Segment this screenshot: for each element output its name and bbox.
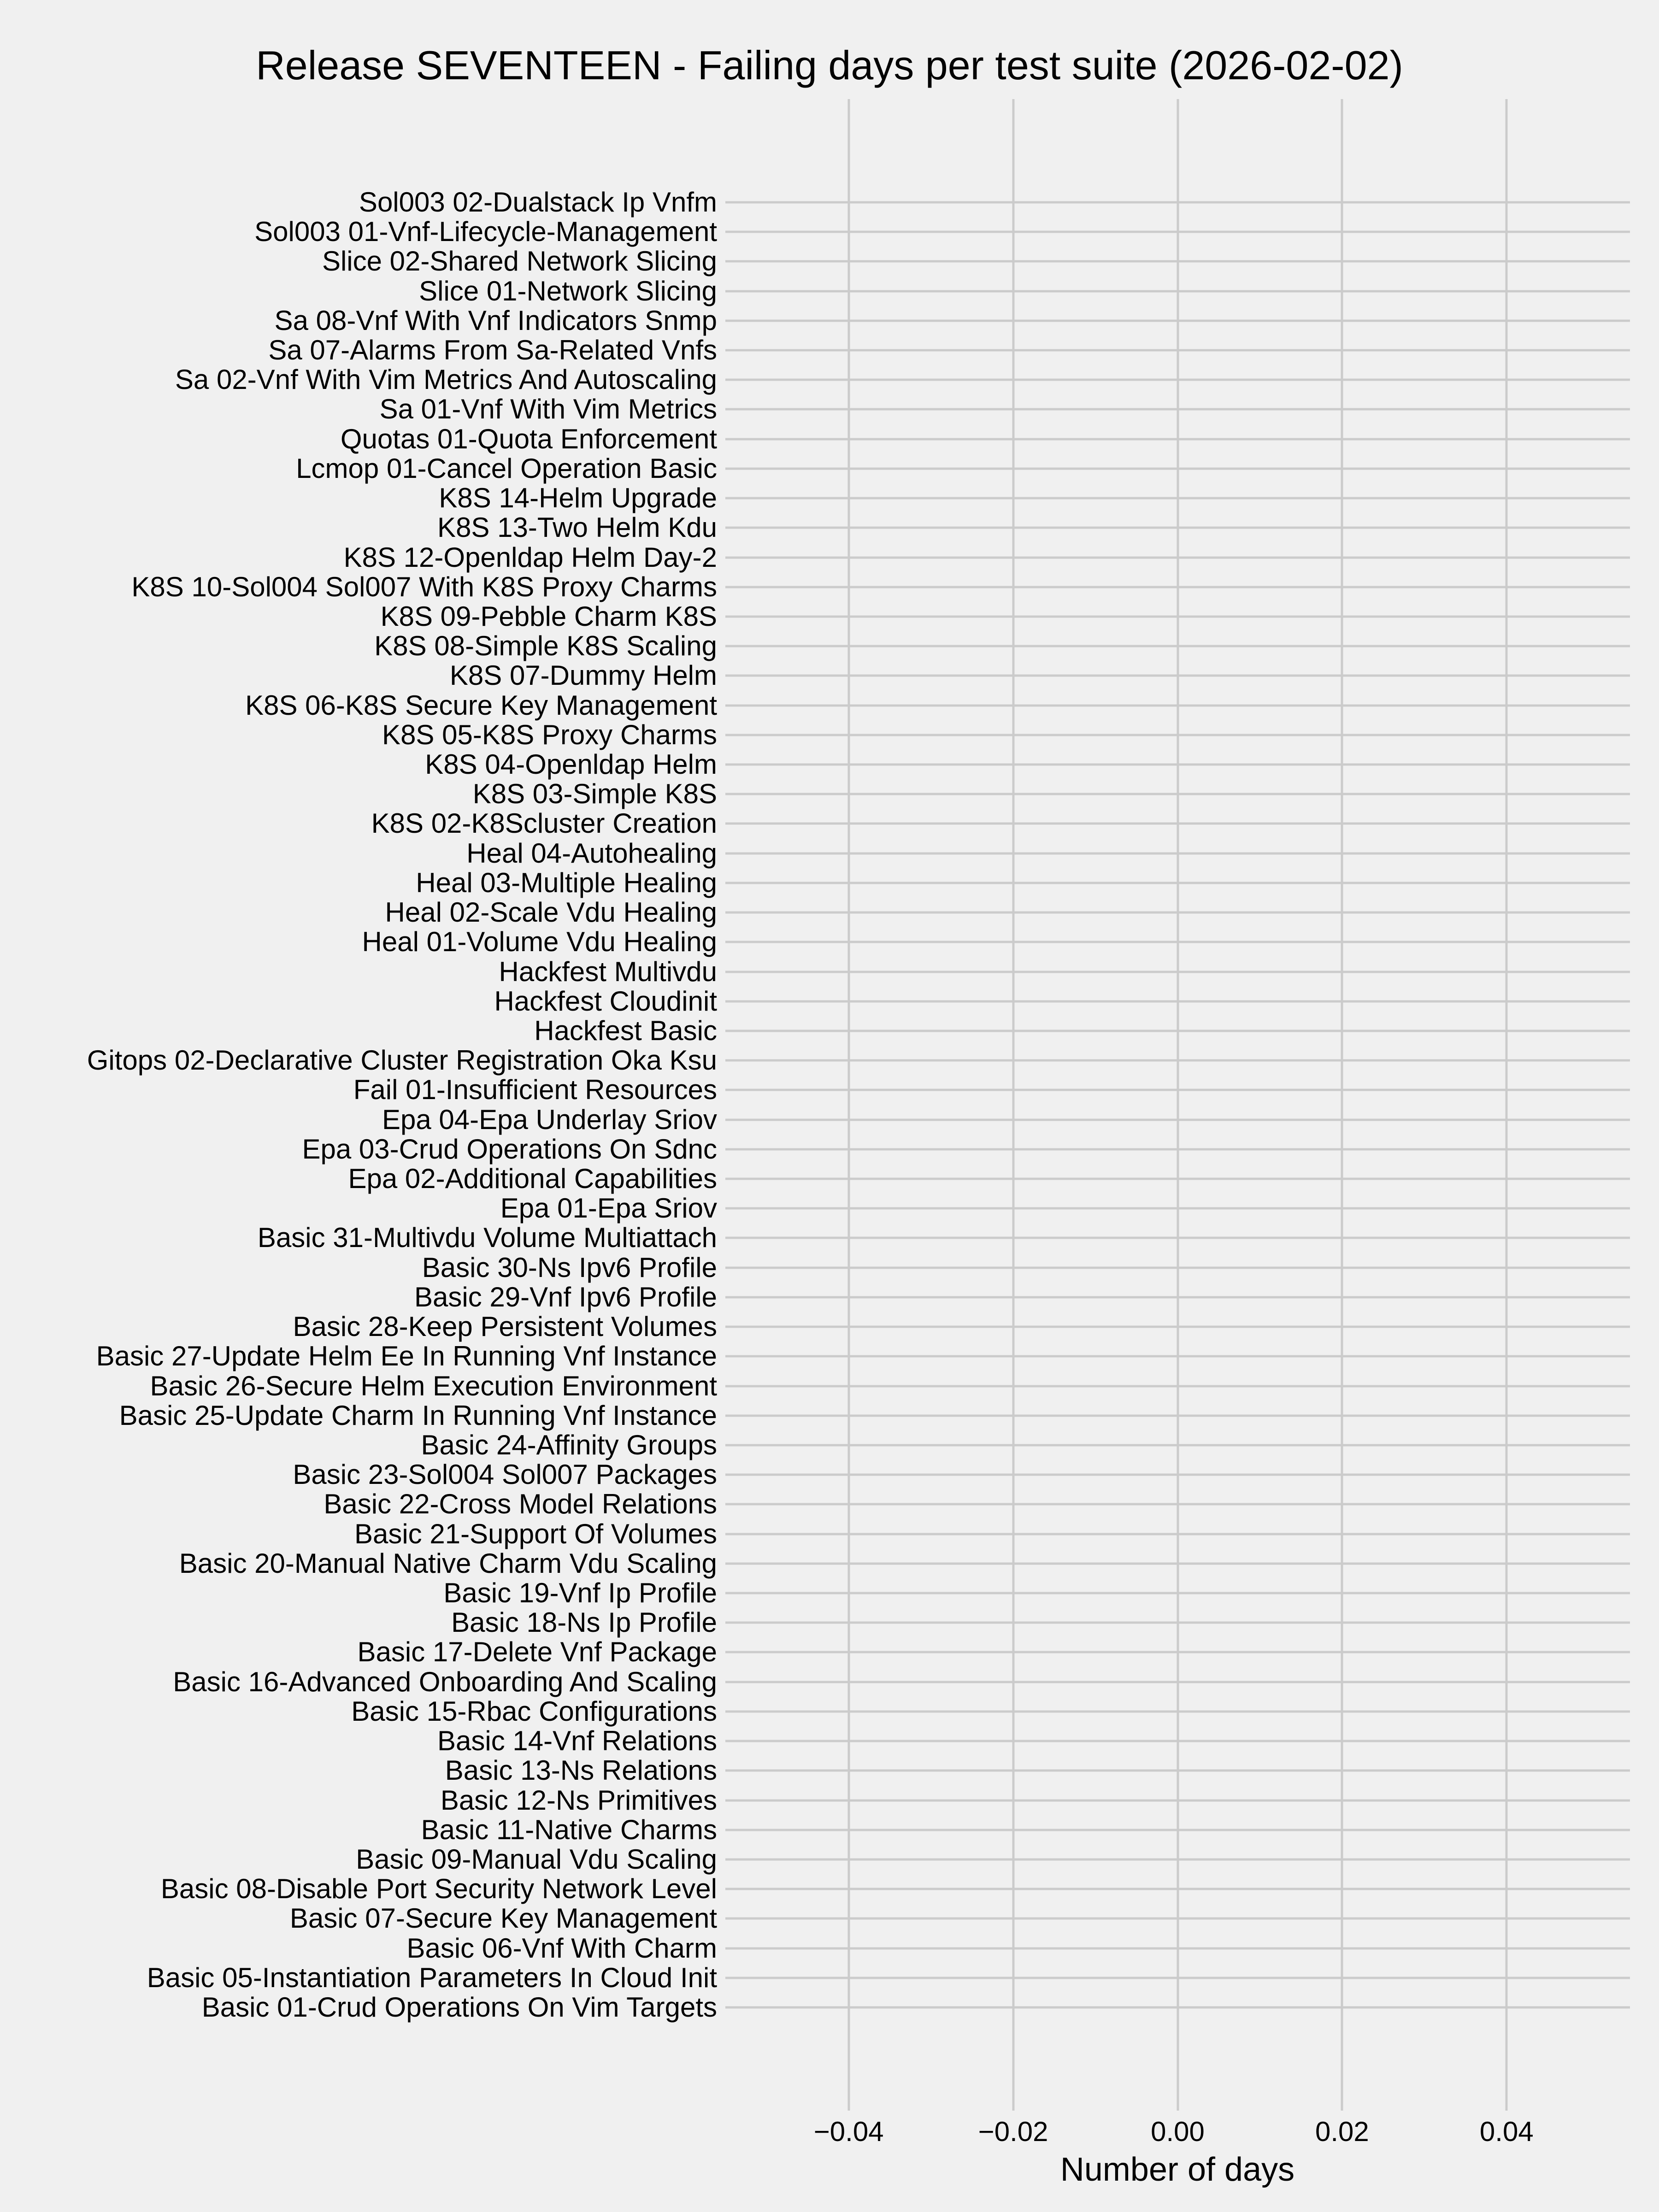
y-gridline: [725, 1858, 1630, 1860]
y-category-label: Basic 19-Vnf Ip Profile: [443, 1577, 717, 1609]
y-gridline: [725, 1651, 1630, 1653]
y-category-label: Basic 14-Vnf Relations: [437, 1725, 717, 1757]
x-axis-title: Number of days: [1060, 2151, 1295, 2188]
x-gridline: [1341, 99, 1343, 2111]
x-gridline: [1012, 99, 1014, 2111]
y-category-label: Fail 01-Insufficient Resources: [353, 1074, 717, 1106]
y-gridline: [725, 290, 1630, 292]
y-gridline: [725, 1118, 1630, 1121]
y-category-label: Epa 02-Additional Capabilities: [348, 1163, 717, 1194]
y-gridline: [725, 852, 1630, 854]
y-gridline: [725, 1977, 1630, 1979]
y-category-label: K8S 03-Simple K8S: [472, 778, 717, 810]
y-gridline: [725, 1178, 1630, 1180]
y-gridline: [725, 1947, 1630, 1949]
y-gridline: [725, 912, 1630, 914]
y-gridline: [725, 793, 1630, 795]
y-category-label: Basic 13-Ns Relations: [445, 1755, 717, 1786]
y-gridline: [725, 1918, 1630, 1920]
y-category-label: Sa 01-Vnf With Vim Metrics: [379, 394, 717, 425]
y-category-label: Basic 21-Support Of Volumes: [354, 1518, 717, 1549]
x-tick-label: 0.02: [1315, 2116, 1369, 2147]
x-tick-label: −0.04: [813, 2116, 884, 2147]
y-category-label: Hackfest Multivdu: [499, 956, 717, 987]
y-gridline: [725, 1533, 1630, 1535]
y-category-label: Basic 16-Advanced Onboarding And Scaling: [173, 1666, 717, 1697]
y-gridline: [725, 556, 1630, 559]
y-gridline: [725, 201, 1630, 204]
x-gridline: [1177, 99, 1179, 2111]
y-category-label: Sol003 02-Dualstack Ip Vnfm: [359, 187, 717, 218]
y-category-label: Basic 28-Keep Persistent Volumes: [293, 1311, 717, 1342]
y-category-label: Heal 04-Autohealing: [466, 837, 717, 869]
y-category-label: Gitops 02-Declarative Cluster Registration Oka Ksu: [87, 1045, 717, 1076]
y-category-label: Basic 20-Manual Native Charm Vdu Scaling: [179, 1547, 717, 1579]
y-category-label: Basic 17-Delete Vnf Package: [357, 1636, 717, 1668]
y-gridline: [725, 1355, 1630, 1358]
y-gridline: [725, 1266, 1630, 1269]
plot-area: [725, 99, 1630, 2111]
y-gridline: [725, 497, 1630, 500]
y-gridline: [725, 1740, 1630, 1742]
y-category-label: K8S 12-Openldap Helm Day-2: [343, 541, 717, 573]
chart-title: Release SEVENTEEN - Failing days per test suite (2026-02-02): [256, 42, 1403, 88]
y-category-label: Basic 15-Rbac Configurations: [351, 1695, 717, 1727]
y-category-label: Basic 18-Ns Ip Profile: [451, 1607, 717, 1638]
x-tick-label: −0.02: [978, 2116, 1048, 2147]
y-gridline: [725, 586, 1630, 588]
y-gridline: [725, 231, 1630, 233]
y-category-label: Sa 07-Alarms From Sa-Related Vnfs: [268, 335, 717, 366]
y-category-label: Basic 24-Affinity Groups: [421, 1429, 717, 1460]
y-gridline: [725, 527, 1630, 529]
y-gridline: [725, 1474, 1630, 1476]
y-gridline: [725, 1799, 1630, 1801]
y-category-label: Basic 01-Crud Operations On Vim Targets: [201, 1992, 717, 2023]
x-axis-tick-labels: [725, 2111, 1630, 2152]
y-gridline: [725, 823, 1630, 825]
y-category-label: Quotas 01-Quota Enforcement: [340, 423, 717, 454]
y-gridline: [725, 1237, 1630, 1239]
y-category-label: Epa 03-Crud Operations On Sdnc: [302, 1133, 717, 1165]
y-gridline: [725, 438, 1630, 440]
y-gridline: [725, 1148, 1630, 1150]
y-category-label: K8S 04-Openldap Helm: [425, 749, 717, 780]
y-category-label: Slice 02-Shared Network Slicing: [322, 246, 717, 277]
y-gridline: [725, 1385, 1630, 1387]
y-category-label: Basic 23-Sol004 Sol007 Packages: [293, 1459, 717, 1490]
y-category-label: Slice 01-Network Slicing: [419, 275, 717, 306]
y-gridline: [725, 408, 1630, 411]
y-gridline: [725, 1622, 1630, 1624]
y-gridline: [725, 1562, 1630, 1565]
y-category-label: Basic 05-Instantiation Parameters In Cloud Init: [147, 1962, 717, 1993]
y-category-label: Sa 08-Vnf With Vnf Indicators Snmp: [274, 305, 717, 336]
y-gridline: [725, 1829, 1630, 1831]
y-category-label: Basic 08-Disable Port Security Network Level: [160, 1873, 717, 1905]
y-category-label: K8S 10-Sol004 Sol007 With K8S Proxy Charms: [131, 571, 717, 602]
y-category-label: Sol003 01-Vnf-Lifecycle-Management: [254, 216, 717, 247]
y-category-label: Basic 30-Ns Ipv6 Profile: [422, 1252, 717, 1283]
y-category-label: Basic 26-Secure Helm Execution Environment: [150, 1370, 717, 1401]
y-gridline: [725, 1059, 1630, 1062]
y-category-label: Hackfest Cloudinit: [494, 985, 717, 1017]
x-tick-label: 0.00: [1151, 2116, 1205, 2147]
y-category-label: Sa 02-Vnf With Vim Metrics And Autoscaling: [175, 364, 717, 395]
y-gridline: [725, 615, 1630, 618]
y-category-label: K8S 05-K8S Proxy Charms: [382, 719, 717, 750]
y-category-label: Epa 04-Epa Underlay Sriov: [382, 1104, 717, 1135]
y-axis-labels: [0, 99, 717, 2111]
y-category-label: K8S 09-Pebble Charm K8S: [380, 600, 717, 632]
y-category-label: Hackfest Basic: [534, 1015, 717, 1046]
y-gridline: [725, 941, 1630, 943]
y-gridline: [725, 1000, 1630, 1002]
y-category-label: Basic 09-Manual Vdu Scaling: [356, 1843, 717, 1875]
y-category-label: K8S 13-Two Helm Kdu: [437, 512, 717, 543]
y-category-label: Basic 29-Vnf Ipv6 Profile: [414, 1281, 717, 1312]
y-gridline: [725, 319, 1630, 322]
y-gridline: [725, 645, 1630, 647]
y-category-label: Basic 27-Update Helm Ee In Running Vnf Instance: [96, 1341, 717, 1372]
x-gridline: [1506, 99, 1508, 2111]
y-gridline: [725, 1444, 1630, 1446]
y-gridline: [725, 1207, 1630, 1210]
y-category-label: Basic 11-Native Charms: [421, 1814, 717, 1845]
y-category-label: K8S 02-K8Scluster Creation: [371, 808, 717, 839]
y-gridline: [725, 1089, 1630, 1091]
y-category-label: Basic 22-Cross Model Relations: [324, 1488, 717, 1520]
y-gridline: [725, 882, 1630, 884]
y-category-label: Basic 25-Update Charm In Running Vnf Instance: [119, 1400, 717, 1431]
x-tick-label: 0.04: [1479, 2116, 1534, 2147]
y-category-label: K8S 14-Helm Upgrade: [439, 482, 717, 514]
y-category-label: K8S 08-Simple K8S Scaling: [374, 630, 717, 662]
y-gridline: [725, 379, 1630, 381]
y-gridline: [725, 971, 1630, 973]
y-gridline: [725, 1710, 1630, 1712]
y-gridline: [725, 1296, 1630, 1298]
y-category-label: Heal 01-Volume Vdu Healing: [362, 926, 717, 958]
y-gridline: [725, 260, 1630, 263]
y-category-label: Heal 03-Multiple Healing: [416, 867, 717, 898]
y-gridline: [725, 764, 1630, 766]
y-gridline: [725, 1326, 1630, 1328]
x-gridline: [847, 99, 850, 2111]
y-gridline: [725, 1030, 1630, 1032]
y-gridline: [725, 1770, 1630, 1772]
y-category-label: K8S 06-K8S Secure Key Management: [245, 689, 717, 721]
y-gridline: [725, 1503, 1630, 1506]
y-category-label: Basic 31-Multivdu Volume Multiattach: [257, 1222, 717, 1253]
y-gridline: [725, 1414, 1630, 1417]
y-gridline: [725, 1888, 1630, 1890]
y-gridline: [725, 734, 1630, 736]
y-category-label: Basic 12-Ns Primitives: [440, 1784, 717, 1816]
y-category-label: Basic 07-Secure Key Management: [289, 1903, 717, 1934]
y-gridline: [725, 1681, 1630, 1683]
y-category-label: Basic 06-Vnf With Charm: [406, 1932, 717, 1964]
y-category-label: Epa 01-Epa Sriov: [500, 1193, 717, 1224]
y-gridline: [725, 1592, 1630, 1594]
y-gridline: [725, 467, 1630, 470]
y-gridline: [725, 2006, 1630, 2009]
y-gridline: [725, 675, 1630, 677]
y-category-label: K8S 07-Dummy Helm: [449, 660, 717, 691]
y-category-label: Heal 02-Scale Vdu Healing: [385, 897, 717, 928]
y-gridline: [725, 349, 1630, 352]
y-gridline: [725, 704, 1630, 706]
y-category-label: Lcmop 01-Cancel Operation Basic: [296, 453, 717, 484]
